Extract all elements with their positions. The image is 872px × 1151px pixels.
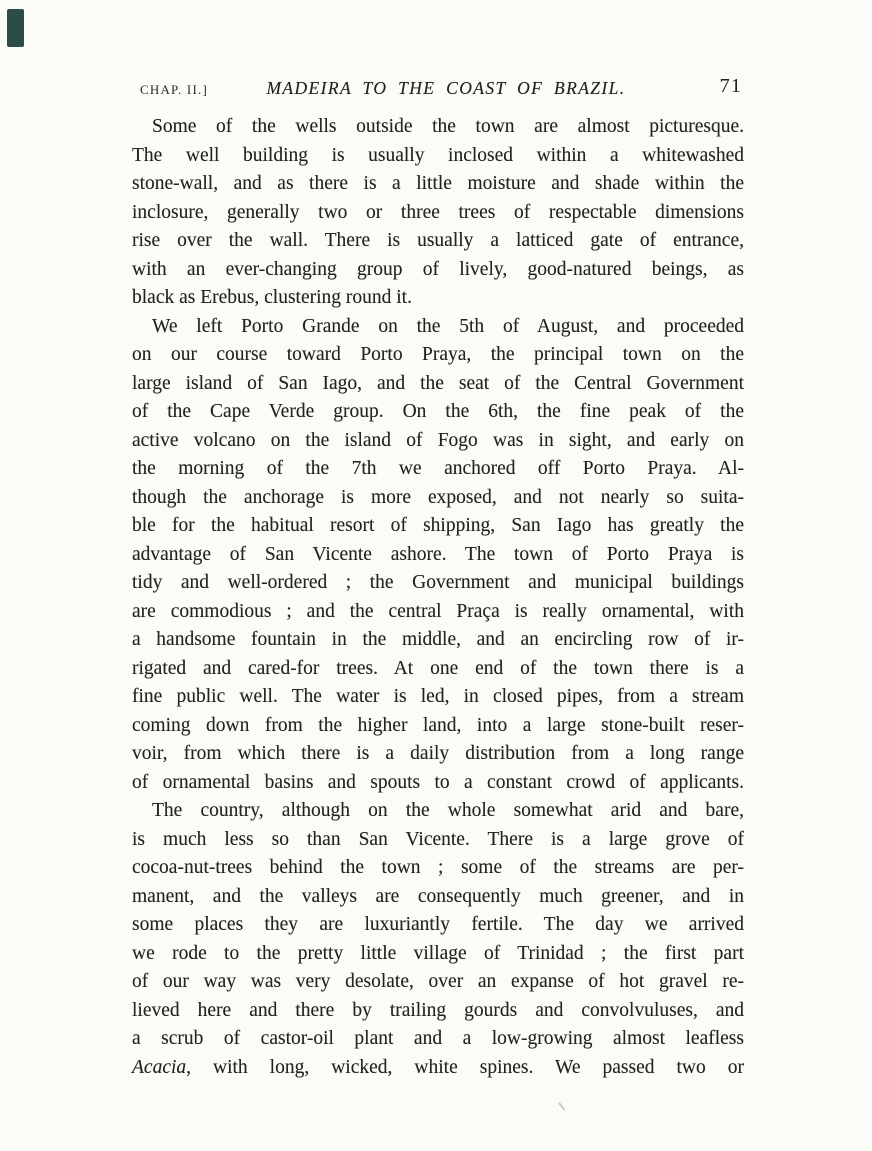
italic-text: Acacia bbox=[132, 1056, 187, 1078]
text-line bbox=[132, 683, 744, 712]
text-line bbox=[132, 569, 744, 598]
text-line bbox=[132, 284, 744, 313]
text-segment: voir, from which there is a daily distribution from a long range bbox=[132, 743, 744, 764]
text-line bbox=[132, 256, 744, 285]
text-segment: we rode to the pretty little village of Trinidad ; the first part bbox=[132, 942, 744, 964]
text-line bbox=[132, 541, 744, 570]
text-segment: are commodious ; and the central Praça is really ornamental, with bbox=[132, 600, 744, 622]
text-segment: active volcano on the island of Fogo was in sight, and early on bbox=[132, 429, 744, 451]
text-line bbox=[132, 883, 744, 912]
text-segment: The country, although on the whole somewhat arid and bare, bbox=[152, 800, 744, 821]
text-segment: on our course toward Porto Praya, the principal town on the bbox=[132, 344, 744, 365]
text-segment: black as Erebus, clustering round it. bbox=[132, 287, 412, 308]
text-segment: is much less so than San Vicente. There is a large grove of bbox=[132, 828, 744, 850]
text-segment: stone-wall, and as there is a little moisture and shade within the bbox=[132, 173, 744, 194]
page-number: 71 bbox=[719, 75, 742, 97]
text-segment: Some of the wells outside the town are almost picturesque. bbox=[152, 116, 744, 137]
paragraph bbox=[132, 313, 744, 798]
text-segment: inclosure, generally two or three trees of respectable dimensions bbox=[132, 201, 744, 223]
text-segment: rise over the wall. There is usually a latticed gate of entrance, bbox=[132, 230, 744, 251]
text-segment: rigated and cared-for trees. At one end of the town there is a bbox=[132, 657, 744, 679]
text-line bbox=[132, 113, 744, 142]
text-segment: large island of San Iago, and the seat of the Central Government bbox=[132, 372, 744, 394]
text-line bbox=[132, 370, 744, 399]
text-line bbox=[132, 655, 744, 684]
chapter-label: CHAP. II.] bbox=[140, 82, 208, 97]
text-line bbox=[132, 199, 744, 228]
text-segment: tidy and well-ordered ; the Government and municipal buildings bbox=[132, 572, 744, 593]
text-line bbox=[132, 484, 744, 513]
text-segment: ble for the habitual resort of shipping, San Iago has greatly the bbox=[132, 515, 744, 536]
text-segment: a scrub of castor-oil plant and a low-growing almost leafless bbox=[132, 1028, 744, 1049]
text-line bbox=[132, 626, 744, 655]
text-line bbox=[132, 313, 744, 342]
text-line bbox=[132, 854, 744, 883]
text-line bbox=[132, 598, 744, 627]
text-line bbox=[132, 170, 744, 199]
text-line bbox=[132, 512, 744, 541]
paragraph bbox=[132, 113, 744, 313]
text-segment: the morning of the 7th we anchored off Porto Praya. Al- bbox=[132, 458, 744, 479]
text-line bbox=[132, 740, 744, 769]
text-line bbox=[132, 142, 744, 171]
text-segment: advantage of San Vicente ashore. The town of Porto Praya is bbox=[132, 543, 744, 565]
text-line bbox=[132, 712, 744, 741]
text-segment: some places they are luxuriantly fertile. The day we arrived bbox=[132, 914, 744, 935]
body-text bbox=[132, 113, 744, 1082]
page-header bbox=[132, 76, 744, 100]
running-title: MADEIRA TO THE COAST OF BRAZIL. bbox=[266, 78, 626, 98]
text-segment: , with long, wicked, white spines. We passed two or bbox=[186, 1056, 744, 1078]
text-line bbox=[132, 1025, 744, 1054]
text-line bbox=[132, 997, 744, 1026]
text-line bbox=[132, 427, 744, 456]
text-line bbox=[132, 227, 744, 256]
text-segment: The well building is usually inclosed within a whitewashed bbox=[132, 144, 744, 166]
text-line bbox=[132, 826, 744, 855]
corner-mark bbox=[7, 9, 24, 47]
text-segment: of ornamental basins and spouts to a constant crowd of applicants. bbox=[132, 771, 744, 793]
text-line bbox=[132, 398, 744, 427]
paragraph bbox=[132, 797, 744, 1082]
text-segment: a handsome fountain in the middle, and an encircling row of ir- bbox=[132, 629, 744, 650]
text-line bbox=[132, 940, 744, 969]
text-segment: cocoa-nut-trees behind the town ; some of the streams are per- bbox=[132, 857, 744, 878]
text-line bbox=[132, 797, 744, 826]
text-segment: lieved here and there by trailing gourds and convolvuluses, and bbox=[132, 999, 744, 1021]
text-line bbox=[132, 911, 744, 940]
text-segment: though the anchorage is more exposed, and not nearly so suita- bbox=[132, 486, 744, 508]
text-segment: of the Cape Verde group. On the 6th, the fine peak of the bbox=[132, 401, 744, 422]
text-line bbox=[132, 341, 744, 370]
text-segment: of our way was very desolate, over an expanse of hot gravel re- bbox=[132, 971, 744, 992]
text-line bbox=[132, 968, 744, 997]
text-segment: coming down from the higher land, into a large stone-built reser- bbox=[132, 714, 744, 736]
text-segment: manent, and the valleys are consequently much greener, and in bbox=[132, 885, 744, 907]
ink-speck bbox=[558, 1098, 570, 1110]
text-segment: We left Porto Grande on the 5th of August, and proceeded bbox=[152, 315, 744, 337]
text-line bbox=[132, 769, 744, 798]
text-segment: with an ever-changing group of lively, good-natured beings, as bbox=[132, 258, 744, 280]
text-segment: fine public well. The water is led, in closed pipes, from a stream bbox=[132, 686, 744, 707]
text-line bbox=[132, 1054, 744, 1083]
text-line bbox=[132, 455, 744, 484]
